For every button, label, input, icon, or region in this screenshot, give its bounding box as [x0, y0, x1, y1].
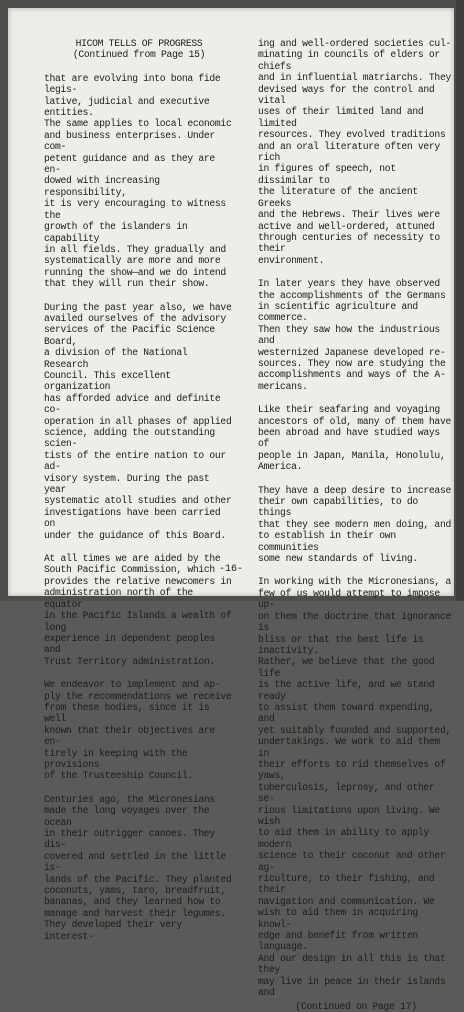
- paragraph: In working with the Micronesians, a few of us would attempt to impose up- on them the doctrine that ignorance is bliss or that the best life is inactivity. Rather, we believe that the good life is the active life, and we stand ready to assist them toward expending, and yet suitably founded and supported, undertakings. We work to aid them in their efforts to rid themselves of yaws, tuberculosis, leprosy, and other se- rious limitations upon living. We wish to aid them in ability to apply modern science to their coconut and other ag- riculture, to their fishing, and their navigation and communication. We wish to aid them in acquiring knowl- edge and benefit from written language. And our design in all this is that they may live in peace in their islands and: [258, 576, 451, 999]
- paragraph: Centuries ago, the Micronesians made the long voyages over the ocean in their outrigger canoes. They dis- covered and settled in the little is- lands of the Pacific. They planted coconuts, yams, taro, breadfruit, bananas, and they learned how to manage and harvest their legumes. They developed their very interest-: [44, 793, 232, 942]
- scan-edge: [456, 0, 464, 601]
- paragraph: Like their seafaring and voyaging ancestors of old, many of them have been abroad and have studied ways of people in Japan, Manila, Honolulu, America.: [258, 404, 451, 473]
- left-column: [44, 38, 234, 954]
- paragraph: During the past year also, we have availed ourselves of the advisory services of the Pacific Science Board, a division of the National Research Council. This excellent organization has afforded advice and definite co- operation in all phases of applied science, adding the outstanding scien- tists of the entire nation to our ad- visory system. During the past year systematic atoll studies and other investigations have been carried on under the guidance of this Board.: [44, 301, 232, 541]
- continued-on-note: (Continued on Page 17): [295, 1000, 417, 1012]
- page-number: -16-: [218, 564, 243, 575]
- article-title: HICOM TELLS OF PROGRESS: [75, 38, 203, 49]
- document-page: [8, 8, 454, 1012]
- paragraph: ing and well-ordered societies cul- minating in councils of elders or chiefs and in influential matriarchs. They devised ways for the control and vital uses of their limited land and limited resources. They evolved traditions and an oral literature often very rich in figures of speech, not dissimilar to the literature of the ancient Greeks and the Hebrews. Their lives were active and well-ordered, attuned through centuries of necessity to their environment.: [258, 38, 451, 266]
- article-continued-from: (Continued from Page 15): [72, 49, 206, 61]
- paragraph: We endeavor to implement and ap- ply the recommendations we receive from these bodies, since it is well known that their objectives are en- tirely in keeping with the provisions of the Trusteeship Council.: [44, 679, 232, 782]
- right-column: [258, 38, 454, 1012]
- paragraph: In later years they have observed the accomplishments of the Germans in scientific agriculture and commerce. Then they saw how the industrious and westernized Japanese developed re- sources. They now are studying the accomplishments and ways of the A- mericans.: [258, 278, 446, 392]
- paragraph: that are evolving into bona fide legis- lative, judicial and executive entities. The same applies to local economic and business enterprises. Under com- petent guidance and as they are en- dowed with increasing responsibility, it is very encouraging to witness the growth of the islanders in capability in all fields. They gradually and systematically are more and more running the show—and we do intend that they will run their show.: [44, 72, 232, 290]
- paragraph: They have a deep desire to increase their own capabilities, to do things that they see modern men doing, and to establish in their own communities some new standards of living.: [258, 484, 451, 565]
- paragraph: At all times we are aided by the South Pacific Commission, which provides the relative newcomers in administration north of the equator in the Pacific Islands a wealth of long experience in dependent peoples and Trust Territory administration.: [44, 553, 232, 667]
- article-heading: [44, 38, 234, 61]
